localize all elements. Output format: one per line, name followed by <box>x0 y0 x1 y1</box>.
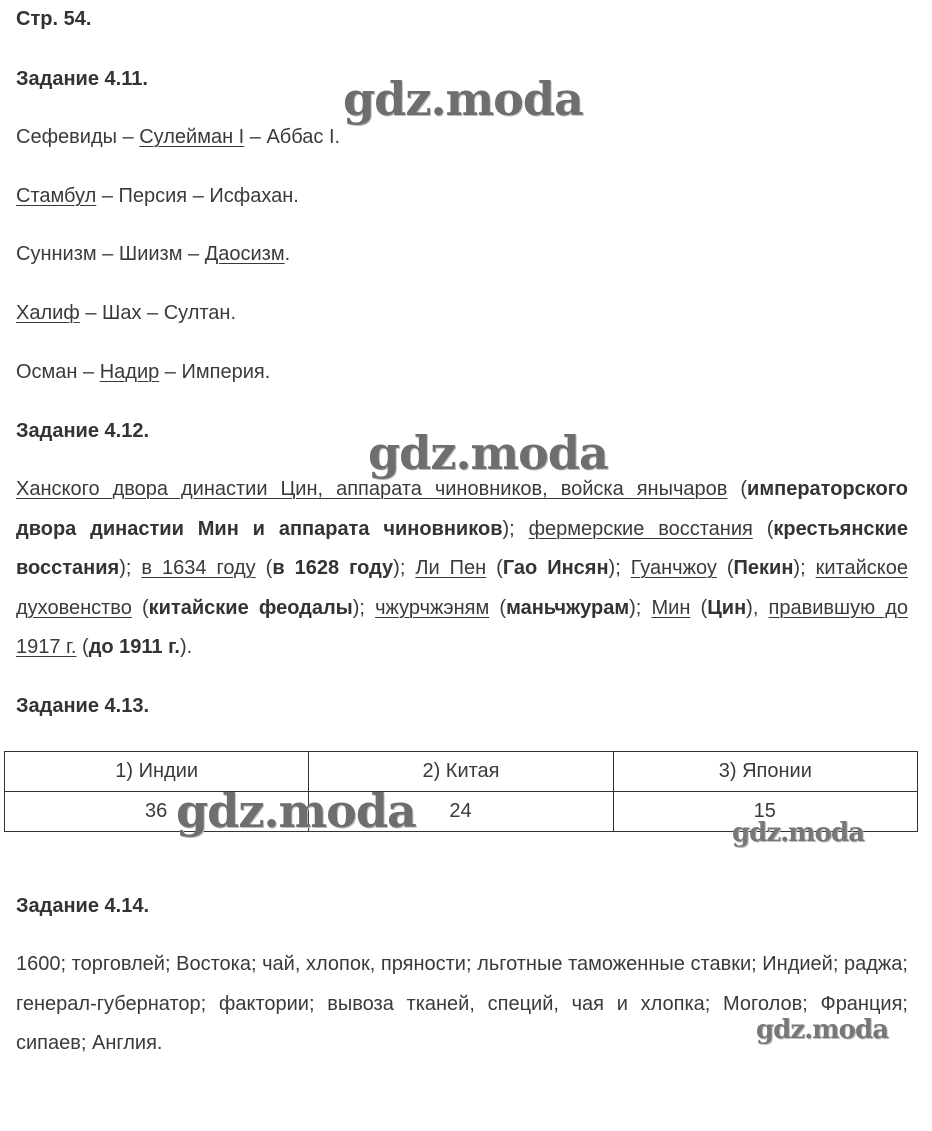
task-4-12-paragraph: Ханского двора династии Цин, аппарата чиновников, войска янычаров (императорского двора династии Мин и аппарата чиновников); фермерские восстания (крестьянские восстания); в 1634 году (в 1628 году); Ли Пен (Гао Инсян); Гуанчжоу (Пекин); китайское духовенство (китайские феодалы); чжурчжэням (маньчжурам); Мин (Цин), правившую до 1917 г. (до 1911 г.). <box>16 478 909 658</box>
task-4-14-title: Задание 4.14. <box>16 895 150 917</box>
task-4-14-paragraph: 1600; торговлей; Востока; чай, хлопок, пряности; льготные таможенные ставки; Индией; раджа; генерал-губернатор; фактории; вывоза тканей, специй, чая и хлопка; Моголов; Франция; сипаев; Англия. <box>16 953 908 1054</box>
wrong-word: Халиф <box>16 302 80 324</box>
table-cell: 24 <box>309 792 613 832</box>
page-label: Стр. 54. <box>16 8 92 30</box>
watermark: gdz.moda <box>176 784 416 838</box>
answer-line: Стамбул – Персия – Исфахан. <box>16 185 299 207</box>
watermark: gdz.moda <box>756 1015 889 1045</box>
task-4-12-title: Задание 4.12. <box>16 420 150 442</box>
wrong-word: Стамбул <box>16 185 97 207</box>
wrong-word: Надир <box>99 361 160 383</box>
table-cell: 36 <box>5 792 309 832</box>
answer-line: Суннизм – Шиизм – Даосизм. <box>16 243 291 265</box>
watermark: gdz.moda <box>732 818 865 848</box>
table-header-cell: 2) Китая <box>309 752 613 792</box>
table-header-row <box>5 752 918 792</box>
wrong-word: Даосизм <box>204 243 285 265</box>
answer-line: Халиф – Шах – Султан. <box>16 302 237 324</box>
answer-line: Сефевиды – Сулейман I – Аббас I. <box>16 126 341 148</box>
wrong-word: Сулейман I <box>139 126 245 148</box>
task-4-13-title: Задание 4.13. <box>16 695 150 717</box>
answer-line: Осман – Надир – Империя. <box>16 361 271 383</box>
task-4-11-title: Задание 4.11. <box>16 68 148 90</box>
table-cell: 15 <box>613 792 917 832</box>
watermark: gdz.moda <box>368 426 608 480</box>
table-header-cell: 1) Индии <box>5 752 309 792</box>
watermark: gdz.moda <box>343 72 583 126</box>
table-header-cell: 3) Японии <box>613 752 917 792</box>
